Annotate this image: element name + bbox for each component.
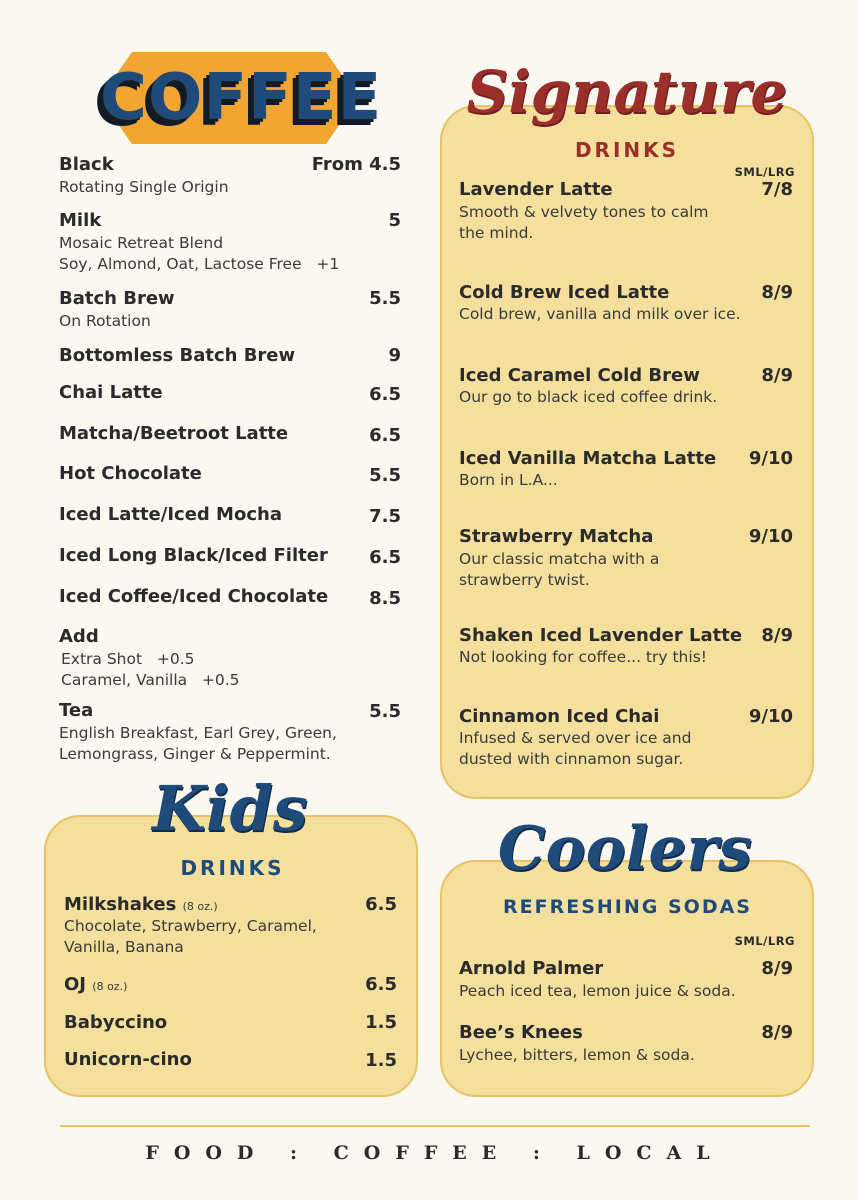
item-price: 6.5 bbox=[369, 425, 401, 446]
item-desc: Infused & served over ice and bbox=[459, 729, 692, 747]
item-price: 6.5 bbox=[369, 384, 401, 405]
item-price: 6.5 bbox=[365, 974, 397, 995]
item-name: Matcha/Beetroot Latte bbox=[59, 423, 289, 444]
item-desc: Born in L.A... bbox=[459, 471, 558, 489]
item-name: Shaken Iced Lavender Latte bbox=[459, 625, 743, 646]
footer-divider bbox=[60, 1125, 810, 1127]
item-name: Bee’s Knees bbox=[459, 1022, 583, 1043]
item-desc: Chocolate, Strawberry, Caramel, bbox=[64, 917, 317, 935]
item-price: 8/9 bbox=[761, 365, 793, 386]
item-name: Iced Coffee/Iced Chocolate bbox=[59, 586, 329, 607]
item-price: 8.5 bbox=[369, 588, 401, 609]
coolers-subtitle: REFRESHING SODAS bbox=[503, 896, 752, 918]
item-desc: Our go to black iced coffee drink. bbox=[459, 388, 718, 406]
item-name: Cold Brew Iced Latte bbox=[459, 282, 670, 303]
item-price: 8/9 bbox=[761, 625, 793, 646]
item-name: Iced Vanilla Matcha Latte bbox=[459, 448, 717, 469]
item-desc: Not looking for coffee... try this! bbox=[459, 648, 707, 666]
item-desc: English Breakfast, Earl Grey, Green, bbox=[59, 724, 337, 742]
kids-title: Kids bbox=[152, 772, 308, 845]
item-note: (8 oz.) bbox=[182, 900, 218, 913]
item-name: Hot Chocolate bbox=[59, 463, 202, 484]
item-price: 8/9 bbox=[761, 282, 793, 303]
item-desc: Rotating Single Origin bbox=[59, 178, 229, 196]
item-name-text: Milkshakes bbox=[64, 894, 177, 915]
item-price: 9 bbox=[388, 345, 401, 366]
item-desc: Our classic matcha with a bbox=[459, 550, 660, 568]
item-price: 7.5 bbox=[369, 506, 401, 527]
item-price: 9/10 bbox=[748, 526, 793, 547]
item-name bbox=[64, 894, 218, 915]
signature-title: Signature bbox=[466, 58, 788, 126]
item-name: Bottomless Batch Brew bbox=[59, 345, 296, 366]
size-label: SML/LRG bbox=[734, 934, 795, 948]
item-desc: Lemongrass, Ginger & Peppermint. bbox=[59, 745, 331, 763]
item-price: 6.5 bbox=[369, 547, 401, 568]
item-name-text: OJ bbox=[64, 974, 86, 995]
item-price: 8/9 bbox=[761, 1022, 793, 1043]
item-name: Batch Brew bbox=[59, 288, 175, 309]
item-desc: Vanilla, Banana bbox=[64, 938, 184, 956]
item-desc: Soy, Almond, Oat, Lactose Free +1 bbox=[59, 255, 340, 273]
item-name: Unicorn-cino bbox=[64, 1049, 192, 1070]
coolers-title: Coolers bbox=[497, 814, 753, 884]
item-desc: Lychee, bitters, lemon & soda. bbox=[459, 1046, 695, 1064]
item-name bbox=[64, 974, 127, 995]
item-price: 1.5 bbox=[365, 1050, 397, 1071]
size-label: SML/LRG bbox=[734, 165, 795, 179]
kids-subtitle: DRINKS bbox=[180, 856, 285, 880]
item-desc: Mosaic Retreat Blend bbox=[59, 234, 224, 252]
item-desc: Caramel, Vanilla +0.5 bbox=[61, 671, 240, 689]
item-price: 1.5 bbox=[365, 1012, 397, 1033]
item-name: Iced Long Black/Iced Filter bbox=[59, 545, 328, 566]
item-name: Add bbox=[59, 626, 99, 647]
coffee-title: COFFEE bbox=[100, 61, 383, 135]
item-price: 6.5 bbox=[365, 894, 397, 915]
item-desc: strawberry twist. bbox=[459, 571, 590, 589]
item-name: Chai Latte bbox=[59, 382, 163, 403]
item-name: Babyccino bbox=[64, 1012, 168, 1033]
item-desc: Peach iced tea, lemon juice & soda. bbox=[459, 982, 736, 1000]
item-price: 5.5 bbox=[369, 288, 401, 309]
item-price: From 4.5 bbox=[311, 154, 401, 175]
item-price: 7/8 bbox=[761, 179, 793, 200]
item-name: Arnold Palmer bbox=[459, 958, 604, 979]
item-name: Tea bbox=[59, 700, 94, 721]
item-desc: Cold brew, vanilla and milk over ice. bbox=[459, 305, 741, 323]
item-price: 5.5 bbox=[369, 701, 401, 722]
item-desc: the mind. bbox=[459, 224, 534, 242]
item-desc: Extra Shot +0.5 bbox=[61, 650, 195, 668]
item-desc: Smooth & velvety tones to calm bbox=[459, 203, 709, 221]
item-price: 8/9 bbox=[761, 958, 793, 979]
item-name: Iced Caramel Cold Brew bbox=[459, 365, 700, 386]
item-name: Milk bbox=[59, 210, 102, 231]
item-desc: On Rotation bbox=[59, 312, 151, 330]
item-name: Lavender Latte bbox=[459, 179, 613, 200]
item-price: 5 bbox=[388, 210, 401, 231]
item-name: Strawberry Matcha bbox=[459, 526, 654, 547]
item-note: (8 oz.) bbox=[92, 980, 128, 993]
item-price: 9/10 bbox=[748, 448, 793, 469]
item-desc: dusted with cinnamon sugar. bbox=[459, 750, 684, 768]
item-price: 5.5 bbox=[369, 465, 401, 486]
item-name: Cinnamon Iced Chai bbox=[459, 706, 660, 727]
item-name: Black bbox=[59, 154, 114, 175]
footer-tagline: FOOD : COFFEE : LOCAL bbox=[145, 1142, 725, 1164]
signature-subtitle: DRINKS bbox=[574, 138, 680, 162]
item-price: 9/10 bbox=[748, 706, 793, 727]
item-name: Iced Latte/Iced Mocha bbox=[59, 504, 282, 525]
